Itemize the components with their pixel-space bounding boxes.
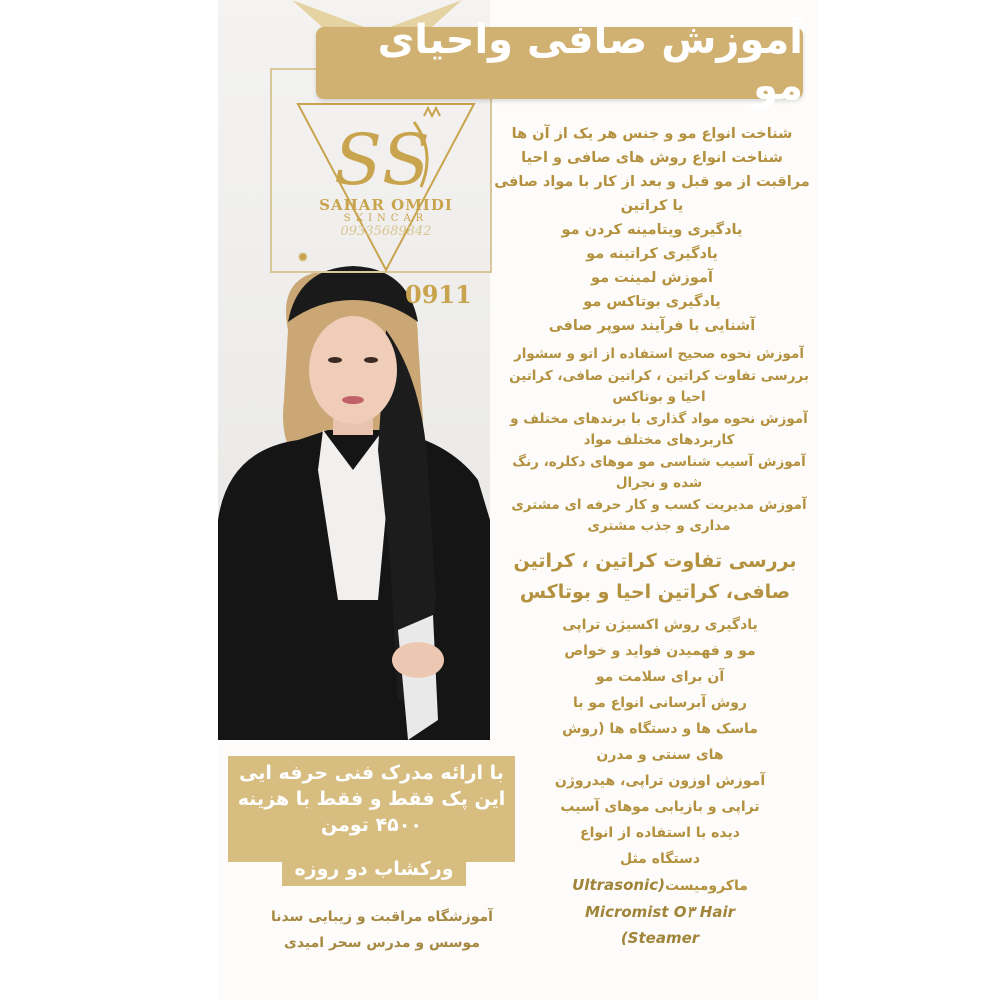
list-item: آموزش مدیریت کسب و کار حرفه ای مشتری (511, 496, 807, 513)
star-icon: ✹ (297, 250, 309, 266)
list-item: های سنتی و مدرن (596, 747, 724, 763)
device-name-line: Micromist O۳ Hair (585, 903, 735, 921)
list-item (520, 872, 800, 899)
academy-info (262, 904, 502, 956)
title-banner (316, 17, 803, 109)
list-item: تراپی و بازیابی موهای آسیب (560, 799, 760, 815)
list-item: یادگیری ویتامینه کردن مو (561, 222, 743, 238)
list-item: شناخت انواع مو و جنس هر یک از آن ها (511, 126, 793, 142)
logo-subtitle: SKINCAR (343, 213, 429, 224)
logo-emblem-icon (296, 102, 476, 272)
list-item: یادگیری کراتینه مو (586, 246, 718, 262)
list-item: دیده با استفاده از انواع (580, 825, 740, 841)
offer-box (228, 756, 515, 862)
list-item: یا کراتین (620, 198, 684, 214)
list-item: آشنایی با فرآیند سوپر صافی (548, 318, 756, 334)
svg-text:S: S (334, 119, 382, 201)
list-item: ماسک ها و دستگاه ها (روش (562, 721, 758, 737)
heading-line: بررسی تفاوت کراتین ، کراتین (513, 550, 797, 572)
list-item: مو و فهمیدن فواید و خواص (564, 643, 756, 659)
list-item: آموزش لمینت مو (591, 270, 713, 286)
list-item: بررسی تفاوت کراتین ، کراتین صافی، کراتین (509, 367, 809, 384)
list-item: احیا و بوتاکس (612, 389, 706, 405)
course-list-1 (494, 122, 810, 338)
list-item: شده و نجرال (615, 475, 703, 491)
academy-line: موسس و مدرس سحر امیدی (284, 935, 480, 951)
list-item: آن برای سلامت مو (595, 669, 725, 685)
list-item: آموزش نحوه مواد گذاری با برندهای مختلف و (510, 410, 808, 427)
course-list-3 (520, 612, 800, 951)
device-name-line: (Steamer (620, 929, 700, 947)
list-item: آموزش اوزون تراپی، هیدروژن (554, 773, 766, 789)
list-item: روش آبرسانی انواع مو با (573, 695, 747, 711)
list-item: آموزش آسیب شناسی مو موهای دکلره، رنگ (512, 453, 806, 470)
course-list-2 (494, 344, 824, 538)
list-item: شناخت انواع روش های صافی و احیا (521, 150, 783, 166)
logo-phone: 09335689842 (340, 224, 432, 239)
offer-price: ۴۵۰۰ تومن (321, 814, 422, 836)
heading-line: صافی، کراتین احیا و بوتاکس (519, 581, 791, 603)
section-heading (500, 546, 810, 608)
list-item: دستگاه مثل (619, 851, 701, 867)
offer-line: این پک فقط و فقط با هزینه (237, 788, 506, 810)
device-name-en: Ultrasonic) (572, 876, 665, 894)
list-item: یادگیری بوتاکس مو (583, 294, 721, 310)
device-name-fa: ماکرومیست (664, 878, 748, 894)
workshop-badge: ورکشاب دو روزه (282, 852, 466, 886)
academy-line: آموزشگاه مراقبت و زیبایی سدنا (271, 909, 493, 925)
svg-text:S: S (382, 119, 430, 201)
logo-name: SAHAR OMIDI (319, 196, 453, 214)
list-item: مراقبت از مو قبل و بعد از کار با مواد صافی (494, 174, 810, 190)
page-title: آموزش صافی واحیای مو (377, 17, 803, 109)
offer-line: با ارائه مدرک فنی حرفه ایی (239, 762, 504, 784)
list-item: آموزش نحوه صحیح استفاده از اتو و سشوار (514, 346, 804, 362)
list-item: مداری و جذب مشتری (587, 518, 731, 534)
phone-fragment: 0911 (405, 280, 472, 309)
list-item: کاربردهای مختلف مواد (583, 432, 735, 448)
list-item: یادگیری روش اکسیژن تراپی (562, 617, 758, 633)
